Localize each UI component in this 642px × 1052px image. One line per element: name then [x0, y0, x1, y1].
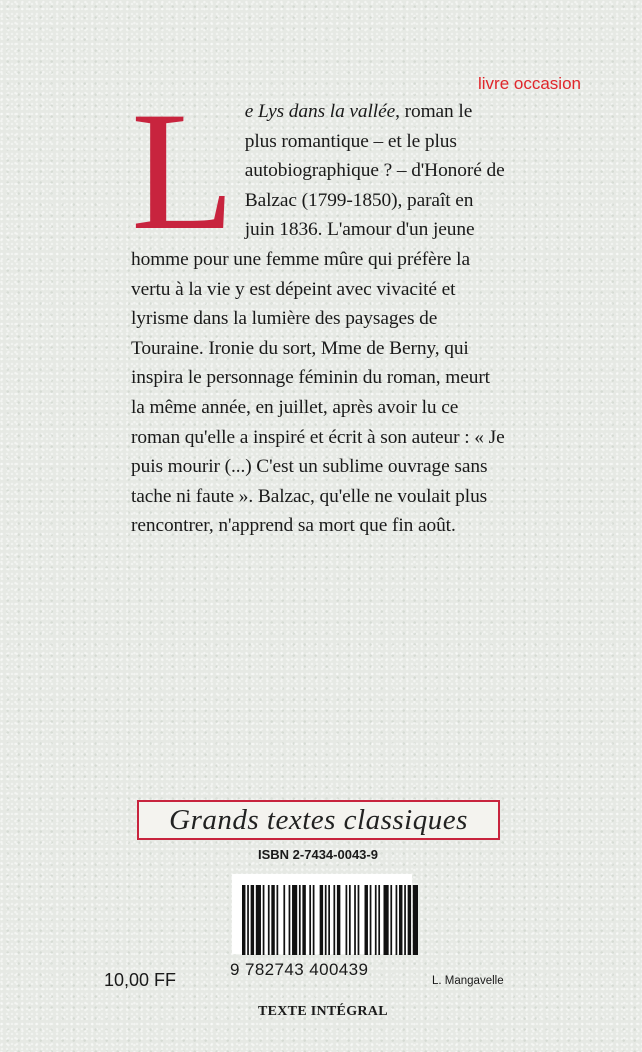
barcode-bar: [383, 885, 388, 955]
barcode-bar: [337, 885, 340, 955]
barcode-bar: [256, 885, 261, 955]
barcode-bar: [271, 885, 274, 955]
barcode-bar: [320, 885, 323, 955]
drop-cap: L: [131, 77, 235, 265]
barcode-digits: 9 782743 400439: [230, 960, 369, 979]
barcode-bar: [299, 885, 301, 955]
barcode-bar: [370, 885, 372, 955]
barcode-bar: [268, 885, 270, 955]
barcode-bar: [399, 885, 402, 955]
barcode-bar: [349, 885, 351, 955]
barcode-bar: [251, 885, 254, 955]
barcode-bar: [328, 885, 330, 955]
barcode-bar: [283, 885, 285, 955]
blurb-text: , roman le plus romantique – et le plus autobiographique ? – d'Honoré de Balzac (1799-1850), paraît en juin 1836. L'amour d'un jeune homme pour une femme mûre qui préfère la vertu à la vie y est dépeint avec vivacité et lyrisme dans la lumière des paysages de Touraine. Ironie du sort, Mme de Berny, qui inspira le personnage féminin du roman, meurt la même année, en juillet, après avoir lu ce roman qu'elle a inspiré et écrit à son auteur : « Je puis mourir (...) C'est un sublime ouvrage sans tache ni faute ». Balzac, qu'elle ne voulait plus rencontrer, n'apprend sa mort que fin août.: [131, 101, 505, 537]
price-label: 10,00 FF: [104, 970, 177, 990]
barcode-bar: [242, 885, 245, 955]
footer-label: TEXTE INTÉGRAL: [258, 1004, 388, 1019]
barcode-bar: [378, 885, 380, 955]
barcode-bar: [302, 885, 305, 955]
barcode-bar: [263, 885, 265, 955]
barcode-bar: [333, 885, 335, 955]
watermark-label: livre occasion: [478, 74, 581, 93]
barcode-bar: [354, 885, 356, 955]
barcode-bar: [247, 885, 249, 955]
barcode-bar: [289, 885, 291, 955]
barcode-bar: [292, 885, 297, 955]
credit-label: L. Mangavelle: [432, 975, 504, 987]
barcode-bar: [358, 885, 360, 955]
barcode-bar: [413, 885, 418, 955]
barcode-bar: [346, 885, 348, 955]
barcode-bar: [375, 885, 377, 955]
barcode-bar: [325, 885, 327, 955]
blurb-title: e Lys dans la vallée: [244, 101, 396, 122]
barcode-bar: [309, 885, 311, 955]
barcode-bar: [404, 885, 406, 955]
barcode-bar: [313, 885, 315, 955]
isbn-label: ISBN 2-7434-0043-9: [258, 847, 378, 862]
series-banner: [137, 800, 500, 840]
series-name: Grands textes classiques: [169, 803, 468, 836]
barcode-bar: [365, 885, 368, 955]
barcode-bar: [277, 885, 279, 955]
back-cover-blurb: [131, 77, 506, 541]
barcode-bar: [390, 885, 392, 955]
barcode-bar: [396, 885, 398, 955]
barcode-image: [242, 885, 418, 955]
barcode-bar: [408, 885, 411, 955]
